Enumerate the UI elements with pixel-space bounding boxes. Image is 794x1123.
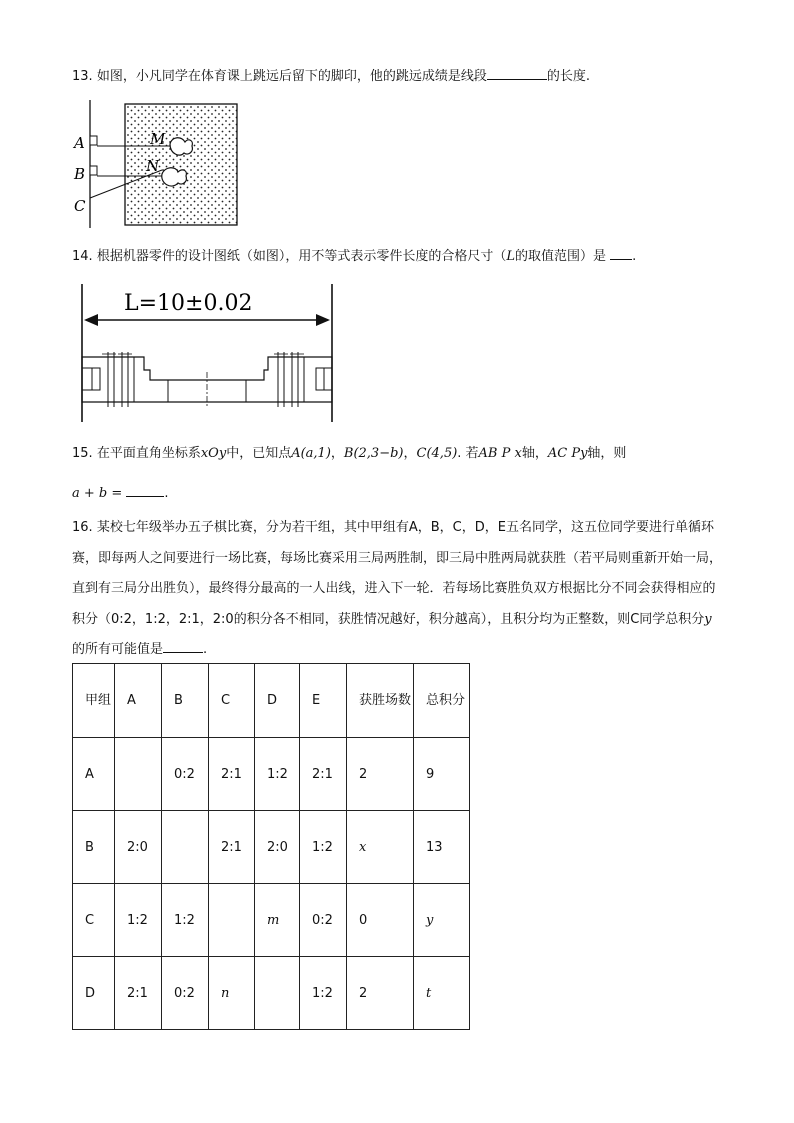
question-14 — [72, 245, 724, 268]
table-header-row — [73, 664, 470, 738]
label-m: M — [150, 130, 166, 148]
question-text: . 若 — [457, 446, 479, 461]
table-cell: y — [414, 884, 470, 957]
detail-rect — [92, 368, 100, 390]
table-cell: 1:2 — [115, 884, 162, 957]
table-cell: 2:1 — [115, 957, 162, 1030]
table-cell: 1:2 — [300, 811, 347, 884]
question-text: 根据机器零件的设计图纸（如图），用不等式表示零件长度的合格尺寸（ — [96, 249, 507, 264]
separator: ， — [330, 446, 344, 461]
table-cell: 9 — [414, 738, 470, 811]
separator: ， — [403, 446, 417, 461]
point-a: A(a,1) — [291, 446, 331, 461]
condition-ab: AB P x — [478, 446, 522, 461]
table-cell: B — [73, 811, 115, 884]
machine-part-figure — [78, 282, 338, 424]
table-cell: 1:2 — [300, 957, 347, 1030]
arrow-right — [316, 314, 330, 326]
label-c: C — [74, 197, 86, 215]
table-row — [73, 738, 470, 811]
marker-a — [90, 136, 97, 145]
label-b: B — [74, 165, 86, 183]
question-text-end: . — [164, 486, 169, 501]
table-cell: 2:0 — [255, 811, 300, 884]
table-cell: A — [73, 738, 115, 811]
label-n: N — [146, 157, 160, 175]
table-cell: n — [209, 957, 255, 1030]
question-text: 某校七年级举办五子棋比赛，分为若干组，其中甲组有A，B，C，D，E五名同学，这五位同学要进行单循环赛，即每两人之间要进行一场比赛，每场比赛采用三局两胜制，即三局中胜两局就获胜（若平局则重新开始一局，直到有三局分出胜负），最终得分最高的一人出线，进入下一轮．若每场比赛胜负双方根据比分不同会获得相应的积分（0:2，1:2，2:1，2:0的积分各不相同，获胜情况越好，积分越高），且积分均为正整数，则C同学总积分 — [72, 520, 723, 627]
answer-blank[interactable] — [487, 65, 547, 80]
condition-ac: AC Py — [547, 446, 588, 461]
table-cell: 2:0 — [115, 811, 162, 884]
table-cell: 2 — [347, 957, 414, 1030]
footprint-m — [170, 138, 192, 155]
header-cell: E — [300, 664, 347, 738]
table-cell: 2:1 — [209, 738, 255, 811]
table-cell: m — [255, 884, 300, 957]
point-b: B(2,3−b) — [343, 446, 404, 461]
table-cell: 2 — [347, 738, 414, 811]
question-text-mid: 的取值范围）是 — [514, 249, 606, 264]
table-cell: 13 — [414, 811, 470, 884]
question-number: 16. — [72, 520, 93, 535]
table-cell: 0:2 — [300, 884, 347, 957]
dimension-label: L=10±0.02 — [124, 291, 253, 316]
table-cell: 0:2 — [162, 738, 209, 811]
footprint-n — [162, 168, 187, 186]
detail-rect — [316, 368, 324, 390]
question-text-end: . — [632, 249, 637, 264]
label-a: A — [74, 134, 85, 152]
part-outline — [82, 357, 332, 402]
table-cell: x — [347, 811, 414, 884]
question-text: 如图，小凡同学在体育课上跳远后留下的脚印，他的跳远成绩是线段 — [96, 69, 487, 84]
table-cell: 0:2 — [162, 957, 209, 1030]
question-number: 15. — [72, 446, 93, 461]
table-cell: 1:2 — [162, 884, 209, 957]
header-cell: 总积分 — [414, 664, 470, 738]
table-cell — [162, 811, 209, 884]
question-13 — [72, 65, 724, 88]
question-text: 轴， — [521, 446, 548, 461]
question-text: 中，已知点 — [226, 446, 292, 461]
expression-a-plus-b: a + b = — [72, 486, 123, 501]
table-cell: 1:2 — [255, 738, 300, 811]
header-cell: B — [162, 664, 209, 738]
header-cell: 甲组 — [73, 664, 115, 738]
header-cell: D — [255, 664, 300, 738]
score-table — [72, 663, 470, 1030]
table-cell: D — [73, 957, 115, 1030]
question-text: 轴，则 — [587, 446, 627, 461]
table-cell: 2:1 — [209, 811, 255, 884]
period: . — [203, 642, 208, 657]
question-number: 14. — [72, 249, 93, 264]
table-row — [73, 957, 470, 1030]
answer-blank[interactable] — [610, 245, 632, 260]
table-cell — [255, 957, 300, 1030]
point-c: C(4,5) — [416, 446, 458, 461]
question-text-end: 的长度. — [546, 69, 590, 84]
header-cell: 获胜场数 — [347, 664, 414, 738]
arrow-left — [84, 314, 98, 326]
table-row — [73, 884, 470, 957]
question-15-answer-line — [72, 482, 724, 505]
header-cell: A — [115, 664, 162, 738]
table-cell: 0 — [347, 884, 414, 957]
marker-b — [90, 166, 97, 175]
sand-pit — [125, 104, 237, 225]
variable-l: L — [506, 249, 515, 264]
question-text: 在平面直角坐标系 — [96, 446, 201, 461]
table-cell — [115, 738, 162, 811]
table-cell: t — [414, 957, 470, 1030]
header-cell: C — [209, 664, 255, 738]
variable-y: y — [704, 611, 712, 627]
table-row — [73, 811, 470, 884]
question-15 — [72, 444, 724, 465]
coordinate-system: xOy — [200, 446, 227, 461]
question-16 — [72, 513, 724, 666]
table-cell: C — [73, 884, 115, 957]
answer-blank[interactable] — [163, 638, 203, 653]
table-cell — [209, 884, 255, 957]
answer-blank[interactable] — [126, 482, 164, 497]
footprint-figure — [70, 98, 242, 230]
question-number: 13. — [72, 69, 93, 84]
table-cell: 2:1 — [300, 738, 347, 811]
question-text-end: 的所有可能值是 — [72, 642, 164, 657]
